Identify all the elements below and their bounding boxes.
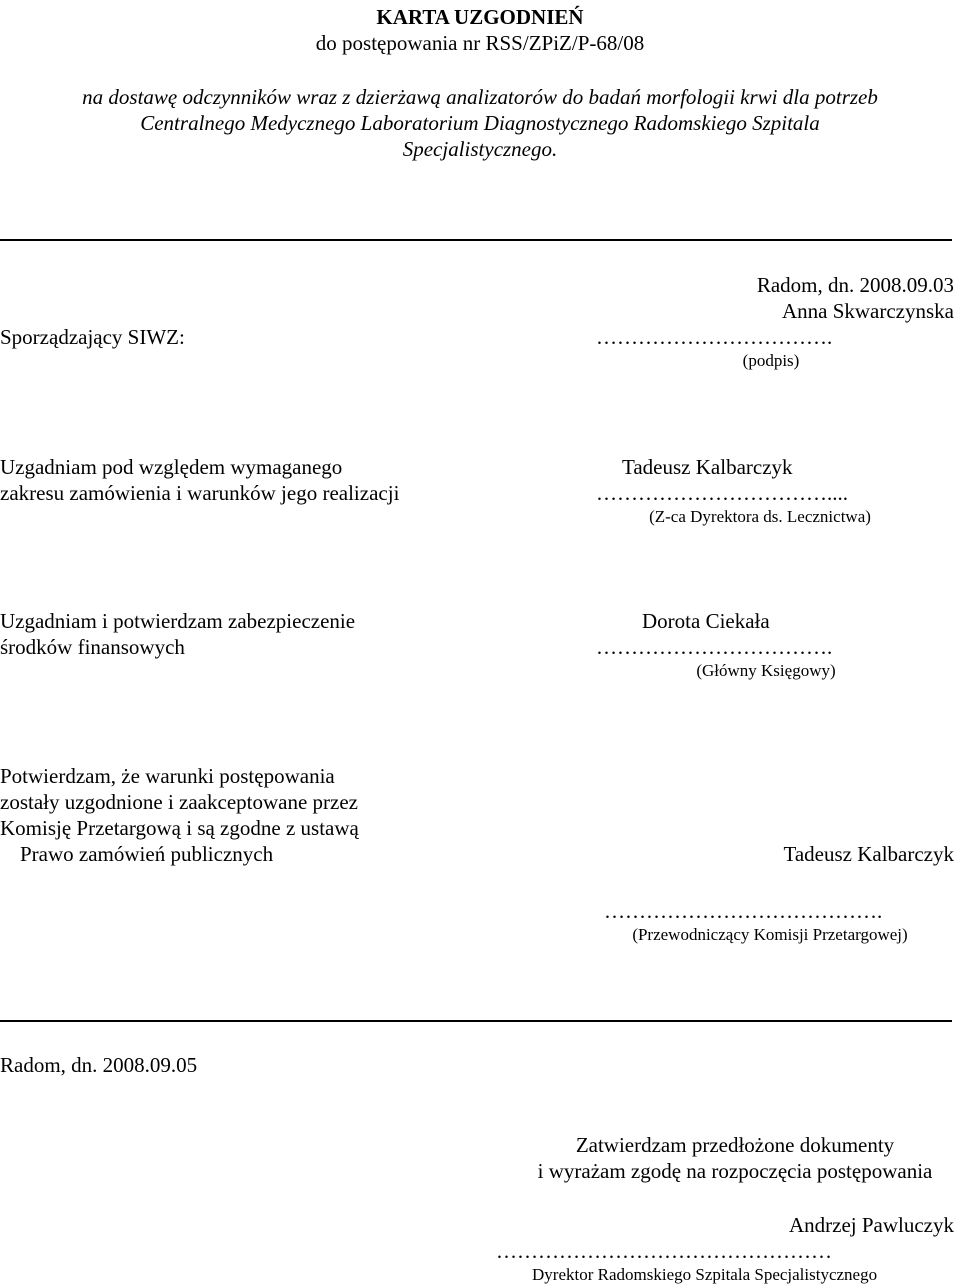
scope-signer-name: Tadeusz Kalbarczyk — [622, 455, 793, 479]
finance-text-line-2: środków finansowych — [0, 635, 185, 659]
finance-text-line-1: Uzgadniam i potwierdzam zabezpieczenie — [0, 609, 356, 633]
document-title: KARTA UZGODNIEŃ — [376, 5, 584, 29]
scope-signature-caption: (Z-ca Dyrektora ds. Lecznictwa) — [649, 507, 871, 526]
siwz-label: Sporządzający SIWZ: — [0, 325, 185, 349]
scope-text-line-1: Uzgadniam pod względem wymaganego — [0, 455, 343, 479]
approval-signature-caption: Dyrektor Radomskiego Szpitala Specjalistycznego — [532, 1265, 878, 1284]
siwz-signature-caption: (podpis) — [742, 351, 800, 370]
subject-line-2: Centralnego Medycznego Laboratorium Diagnostycznego Radomskiego Szpitala — [140, 111, 820, 135]
approval-date: Radom, dn. 2008.09.05 — [0, 1053, 198, 1077]
siwz-date: Radom, dn. 2008.09.03 — [756, 273, 954, 297]
top-divider — [0, 239, 952, 241]
siwz-signature-line: ……………………………. — [596, 325, 833, 349]
siwz-signer-name: Anna Skwarczynska — [781, 299, 954, 323]
finance-signer-name: Dorota Ciekała — [642, 609, 770, 633]
approval-signature-line: ………………………………………… — [496, 1239, 832, 1263]
commission-signer-name: Tadeusz Kalbarczyk — [783, 842, 954, 866]
commission-signature-caption: (Przewodniczący Komisji Przetargowej) — [632, 925, 908, 944]
commission-text-line-4: Prawo zamówień publicznych — [20, 842, 274, 866]
approval-signer-name: Andrzej Pawluczyk — [788, 1213, 954, 1237]
commission-text-line-1: Potwierdzam, że warunki postępowania — [0, 764, 335, 788]
scope-text-line-2: zakresu zamówienia i warunków jego realizacji — [0, 481, 400, 505]
approval-text-line-2: i wyrażam zgodę na rozpoczęcia postępowania — [537, 1159, 933, 1183]
bottom-divider — [0, 1020, 952, 1022]
finance-signature-line: ……………………………. — [596, 635, 833, 659]
commission-signature-line: …………………………………. — [604, 899, 883, 923]
scope-signature-line: …………………………….... — [596, 481, 848, 505]
subject-line-3: Specjalistycznego. — [402, 137, 558, 161]
approval-text-line-1: Zatwierdzam przedłożone dokumenty — [575, 1133, 895, 1157]
commission-text-line-2: zostały uzgodnione i zaakceptowane przez — [0, 790, 358, 814]
document-subtitle: do postępowania nr RSS/ZPiZ/P-68/08 — [315, 31, 645, 55]
subject-line-1: na dostawę odczynników wraz z dzierżawą analizatorów do badań morfologii krwi dla potrzeb — [82, 85, 878, 109]
finance-signature-caption: (Główny Księgowy) — [696, 661, 836, 680]
commission-text-line-3: Komisję Przetargową i są zgodne z ustawą — [0, 816, 359, 840]
